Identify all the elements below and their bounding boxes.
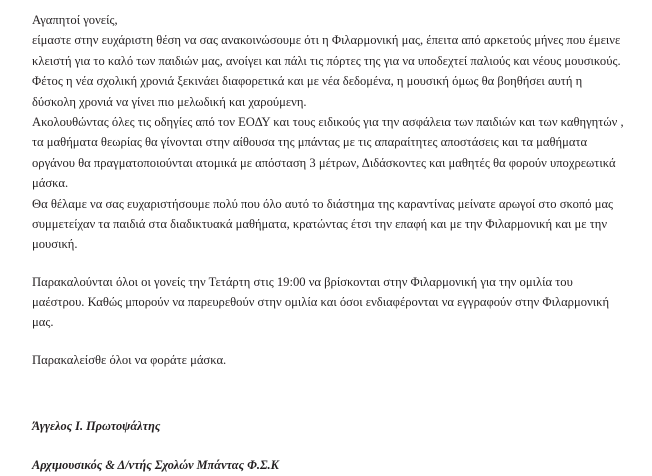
signature-title: Αρχιμουσικός & Δ/ντής Σχολών Μπάντας Φ.Σ.Κ [32, 458, 279, 473]
paragraph-opening: είμαστε στην ευχάριστη θέση να σας ανακοινώσουμε ότι η Φιλαρμονική μας, έπειτα από αρκετούς μήνες που έμεινε κλειστή για το καλό των παιδιών μας, ανοίγει και πάλι τις πόρτες της για να υποδεχτεί παλιούς και νέους μουσικούς. Φέτος η νέα σχολική χρονιά ξεκινάει διαφορετικά και με νέα δεδομένα, η μουσική όμως θα βοηθήσει αυτή η δύσκολη χρονιά να γίνει πιο μελωδική και χαρούμενη. [32, 33, 621, 109]
document-body [32, 10, 624, 476]
paragraph-mask-note: Παρακαλείσθε όλοι να φοράτε μάσκα. [32, 352, 227, 367]
paragraph-greeting: Αγαπητοί γονείς, [32, 13, 118, 27]
signature-block [32, 416, 624, 476]
paragraph-measures: Ακολουθώντας όλες τις οδηγίες από τον ΕΟΔΥ και τους ειδικούς για την ασφάλεια των παιδιών και των καθηγητών , τα μαθήματα θεωρίας θα γίνονται στην αίθουσα της μπάντας με τις απαραίτητες αποστάσεις και τα μαθήματα οργάνου θα πραγματοποιούνται ατομικά με απόσταση 3 μέτρων, Διδάσκοντες και μαθητές θα φορούν υποχρεωτικά μάσκα. [32, 114, 624, 191]
paragraph-invitation: Παρακαλούνται όλοι οι γονείς την Τετάρτη στις 19:00 να βρίσκονται στην Φιλαρμονική για την ομιλία του μαέστρου. Καθώς μπορούν να παρευρεθούν στην ομιλία και όσοι ενδιαφέρονται να εγγραφούν στην Φιλαρμονική μας. [32, 274, 610, 330]
paragraph-thanks: Θα θέλαμε να σας ευχαριστήσουμε πολύ που όλο αυτό το διάστημα της καραντίνας μείνατε αρωγοί στο σκοπό μας συμμετείχαν τα παιδιά στα διαδικτυακά μαθήματα, κρατώντας έτσι την επαφή και με την Φιλαρμονική και με την μουσική. [32, 196, 614, 252]
signature-name: Άγγελος Ι. Πρωτοψάλτης [32, 419, 161, 434]
